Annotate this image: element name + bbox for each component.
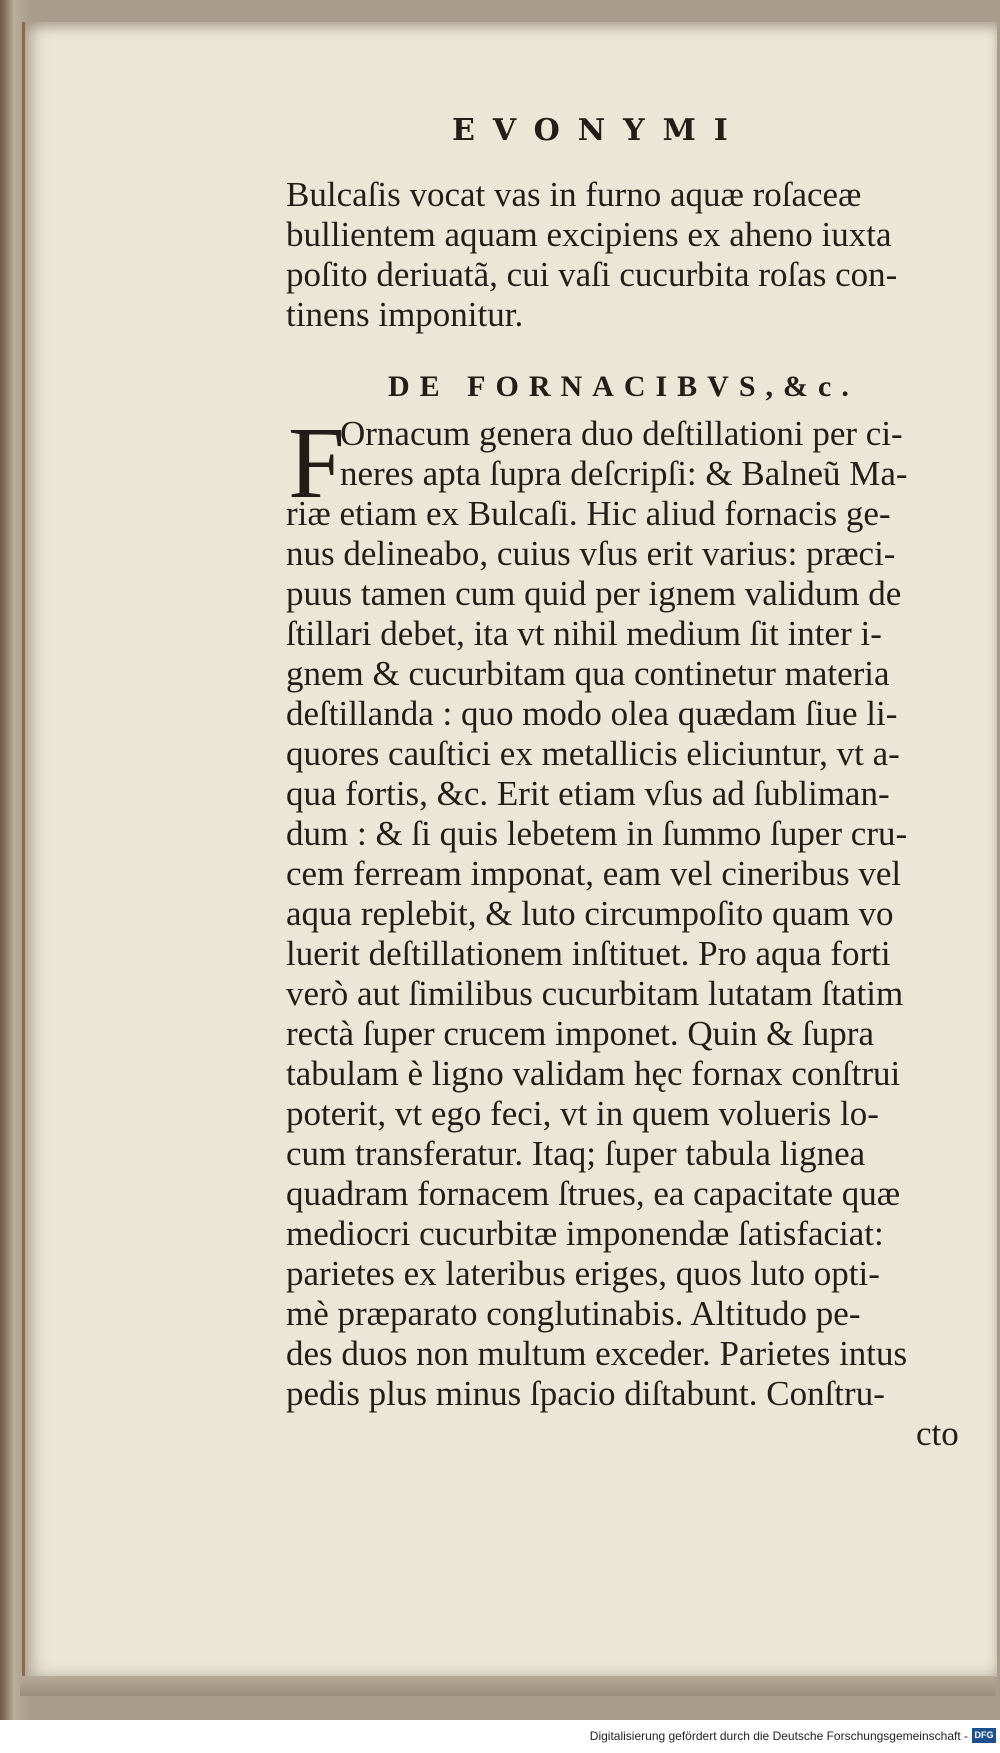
text-line: aqua replebit, & luto circumpoſito quam vo [286, 894, 894, 933]
running-head: EVONYMI [452, 113, 746, 148]
text-line: verò aut ſimilibus cucurbitam lutatam ſtatim [286, 974, 904, 1013]
text-line: ſtillari debet, ita vt nihil medium ſit inter i- [286, 614, 882, 653]
text-line: rectà ſuper crucem imponet. Quin & ſupra [286, 1014, 874, 1053]
text-line: tinens imponitur. [286, 295, 524, 334]
text-line: poſito deriuatã, cui vaſi cucurbita roſas con- [286, 255, 898, 294]
text-line: riæ etiam ex Bulcaſi. Hic aliud fornacis ge- [286, 494, 891, 533]
catchword: cto [916, 1414, 959, 1453]
text-line: mè præparato conglutinabis. Altitudo pe- [286, 1294, 861, 1333]
text-line: nus delineabo, cuius vſus erit varius: præci- [286, 534, 896, 573]
text-line: poterit, vt ego feci, vt in quem volueris lo- [286, 1094, 879, 1133]
text-line: gnem & cucurbitam qua continetur materia [286, 654, 890, 693]
text-line: cem ferream imponat, eam vel cineribus vel [286, 854, 902, 893]
text-line: des duos non multum exceder. Parietes intus [286, 1334, 908, 1373]
text-line: neres apta ſupra deſcripſi: & Balneũ Ma- [340, 454, 908, 493]
text-line: pedis plus minus ſpacio diſtabunt. Conſtru- [286, 1374, 885, 1413]
dfg-logo-icon: DFG [972, 1728, 996, 1743]
text-line: quores cauſtici ex metallicis eliciuntur, vt a- [286, 734, 900, 773]
text-line: bullientem aquam excipiens ex aheno iuxta [286, 215, 892, 254]
section-heading: DE FORNACIBVS,&c. [388, 370, 859, 403]
text-line: puus tamen cum quid per ignem validum de [286, 574, 902, 613]
drop-initial: F [288, 407, 345, 520]
text-line: tabulam è ligno validam hęc fornax conſtrui [286, 1054, 901, 1093]
text-line: parietes ex lateribus eriges, quos luto opti- [286, 1254, 880, 1293]
text-line: mediocri cucurbitæ imponendæ ſatisfaciat: [286, 1214, 884, 1253]
text-line: Ornacum genera duo deſtillationi per ci- [340, 414, 903, 453]
text-line: luerit deſtillationem inſtituet. Pro aqua forti [286, 934, 891, 973]
text-line: qua fortis, &c. Erit etiam vſus ad ſubliman- [286, 774, 890, 813]
text-line: deſtillanda : quo modo olea quædam ſiue li- [286, 694, 898, 733]
text-line: cum transferatur. Itaq; ſuper tabula lignea [286, 1134, 866, 1173]
footer-credit: Digitalisierung gefördert durch die Deutsche Forschungsgemeinschaft - [589, 1729, 968, 1743]
text-line: quadram fornacem ſtrues, ea capacitate quæ [286, 1174, 901, 1213]
text-line: Bulcaſis vocat vas in furno aquæ roſaceæ [286, 175, 862, 214]
digitization-footer [0, 1720, 1000, 1753]
text-line: dum : & ſi quis lebetem in ſummo ſuper cru- [286, 814, 908, 853]
